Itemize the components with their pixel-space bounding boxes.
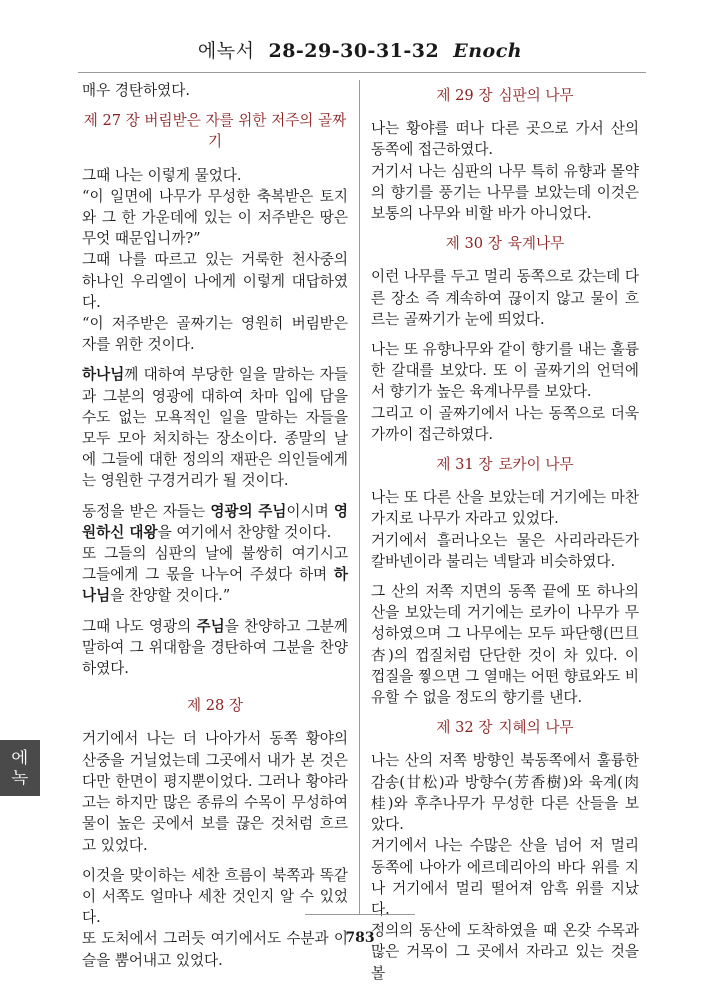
- ch28-para-2: 이것을 맞이하는 세찬 흐름이 북쪽과 똑같이 서쪽도 얼마나 세찬 것인지 알 수 있었다.: [82, 866, 348, 927]
- footer-rule: [305, 914, 415, 915]
- ch30-number: 제 30 장: [445, 235, 502, 253]
- ch27-p5-bold-god: 하나님: [82, 366, 125, 384]
- intro-line: 매우 경탄하였다.: [82, 82, 190, 99]
- ch27-p8-text-2: 을 찬양하고 그분께 말하여 그 위대함을 경탄하여 그분을 찬양하였다.: [82, 617, 348, 678]
- ch27-p6-bold-king: 영원하신 대왕: [82, 502, 348, 541]
- chapter-29-heading: [371, 85, 639, 106]
- ch31-para-3: 그 산의 저쪽 지면의 동쪽 끝에 또 하나의 산을 보았는데 거기에는 로카이 나무가 무성하였으며 그 나무에는 모두 파단행(巴旦杏)의 껍질처럼 단단한 것이 차 있다. 이 껍질을 찧으면 그 열매는 어떤 향료와도 비유할 수 없을 정도의 향기를 낸다.: [371, 583, 639, 707]
- header-chapter-range: 28-29-30-31-32: [268, 40, 440, 62]
- side-tab-char-1: 에: [11, 748, 29, 767]
- ch27-p5-text: 께 대하여 부당한 일을 말하는 자들과 그분의 영광에 대하여 차마 입에 담을 수도 없는 모욕적인 일을 말하는 자들을 모두 모아 처치하는 장소이다. 종말의 날에 그들에 대한 정의의 재판은 의인들에게는 영원한 구경거리가 될 것이다.: [82, 366, 348, 490]
- ch32-para-1: 나는 산의 저쪽 방향인 북동쪽에서 훌륭한 감송(甘松)과 방향수(芳香樹)와 육계(肉桂)와 후추나무가 무성한 다른 산들을 보았다.: [371, 752, 639, 834]
- ch32-number: 제 32 장: [436, 719, 493, 737]
- ch31-number: 제 31 장: [436, 456, 493, 474]
- side-thumb-tab: [0, 740, 40, 796]
- ch27-p8-bold-lord: 주님: [196, 617, 225, 635]
- ch32-para-3: 정의의 동산에 도착하였을 때 온갖 수목과 많은 거목이 그 곳에서 자라고 있는 것을 볼: [371, 922, 639, 982]
- ch27-p8-text-1: 그때 나도 영광의: [82, 617, 197, 635]
- ch27-para-5: [82, 364, 348, 491]
- chapter-30-heading: [371, 233, 639, 254]
- ch29-para-2: 거기서 나는 심판의 나무 특히 유향과 몰약의 향기를 풍기는 나무를 보았는데 이것은 보통의 나무와 비할 바가 아니었다.: [371, 162, 639, 223]
- ch31-title: 로카이 나무: [498, 456, 574, 474]
- chapter-31-heading: [371, 454, 639, 475]
- ch27-para-7: [82, 543, 348, 607]
- running-header: [0, 36, 720, 63]
- ch32-para-2: 거기에서 나는 수많은 산을 넘어 저 멀리 동쪽에 나아가 에르데리아의 바다 위를 지나 거기에서 멀리 떨어져 암흑 위를 지났다.: [371, 837, 639, 918]
- chapter-32-heading: [371, 717, 639, 738]
- ch27-p6-text-3: 을 여기에서 찬양할 것이다.: [157, 523, 332, 541]
- chapter-27-heading: 제 27 장 버림받은 자를 위한 저주의 골짜기: [83, 112, 347, 151]
- ch30-title: 육계나무: [507, 235, 565, 253]
- header-book-korean: 에녹서: [197, 40, 255, 62]
- ch29-number: 제 29 장: [436, 87, 493, 104]
- right-column: [371, 80, 639, 984]
- ch28-para-3: 또 도처에서 그러듯 여기에서도 수분과 이슬을 뿜어내고 있었다.: [82, 930, 348, 969]
- ch27-para-3: 그때 나를 따르고 있는 거룩한 천사중의 하나인 우리엘이 나에게 이렇게 대답하였다.: [82, 251, 348, 311]
- ch27-p6-bold-lord: 영광의 주님: [210, 502, 287, 520]
- page-number: 783: [345, 930, 375, 946]
- ch31-para-1: 나는 또 다른 산을 보았는데 거기에는 마찬가지로 나무가 자라고 있었다.: [371, 489, 639, 528]
- ch27-para-8: [82, 616, 348, 680]
- ch30-para-1: 이런 나무를 두고 멀리 동쪽으로 갔는데 다른 장소 즉 계속하여 끊이지 않고 물이 흐르는 골짜기가 눈에 띄었다.: [371, 268, 639, 328]
- chapter-28-heading: 제 28 장: [186, 697, 244, 715]
- ch27-para-2: “이 일면에 나무가 무성한 축복받은 토지와 그 한 가운데에 있는 이 저주받은 땅은 무엇 때문입니까?”: [82, 187, 348, 248]
- ch30-para-2: 나는 또 유향나무와 같이 향기를 내는 훌륭한 갈대를 보았다. 또 이 골짜기의 언덕에서 향기가 높은 육계나무를 보았다.: [371, 341, 639, 401]
- ch27-para-6: [82, 501, 348, 543]
- column-divider: [359, 80, 360, 914]
- ch27-para-1: 그때 나는 이렇게 물었다.: [82, 166, 242, 184]
- left-column: [82, 80, 348, 971]
- ch31-para-2: 거기에서 흘러나오는 물은 사리라라든가 칼바넨이라 불리는 넥탈과 비슷하였다.: [371, 531, 639, 570]
- side-tab-char-2: 녹: [11, 768, 29, 787]
- ch29-title: 심판의 나무: [498, 87, 574, 104]
- header-book-english: Enoch: [453, 40, 523, 62]
- ch27-p6-text-2: 이시며: [286, 502, 334, 520]
- ch27-para-4: “이 저주받은 골짜기는 영원히 버림받은 자를 위한 것이다.: [82, 315, 348, 354]
- ch27-p7-text-2: 을 찬양할 것이다.”: [110, 587, 231, 605]
- ch30-para-3: 그리고 이 골짜기에서 나는 동쪽으로 더욱 가까이 접근하였다.: [371, 404, 639, 443]
- ch28-para-1: 거기에서 나는 더 나아가서 동쪽 황야의 산중을 거닐었는데 그곳에서 내가 본 것은 다만 한면이 평지뿐이었다. 그러나 황야라고는 하지만 많은 종류의 수목이 무성하여 물이 높은 곳에서 보를 끊은 것처럼 흐르고 있었다.: [82, 730, 348, 854]
- header-rule: [78, 72, 646, 73]
- ch27-p7-bold-god: 하나님: [82, 566, 348, 605]
- ch29-para-1: 나는 황야를 떠나 다른 곳으로 가서 산의 동쪽에 접근하였다.: [371, 120, 639, 159]
- ch27-p7-text-1: 또 그들의 심판의 날에 불쌍히 여기시고 그들에게 그 몫을 나누어 주셨다 하며: [82, 545, 348, 584]
- ch27-p6-text-1: 동정을 받은 자들는: [82, 502, 211, 520]
- ch32-title: 지혜의 나무: [498, 719, 574, 737]
